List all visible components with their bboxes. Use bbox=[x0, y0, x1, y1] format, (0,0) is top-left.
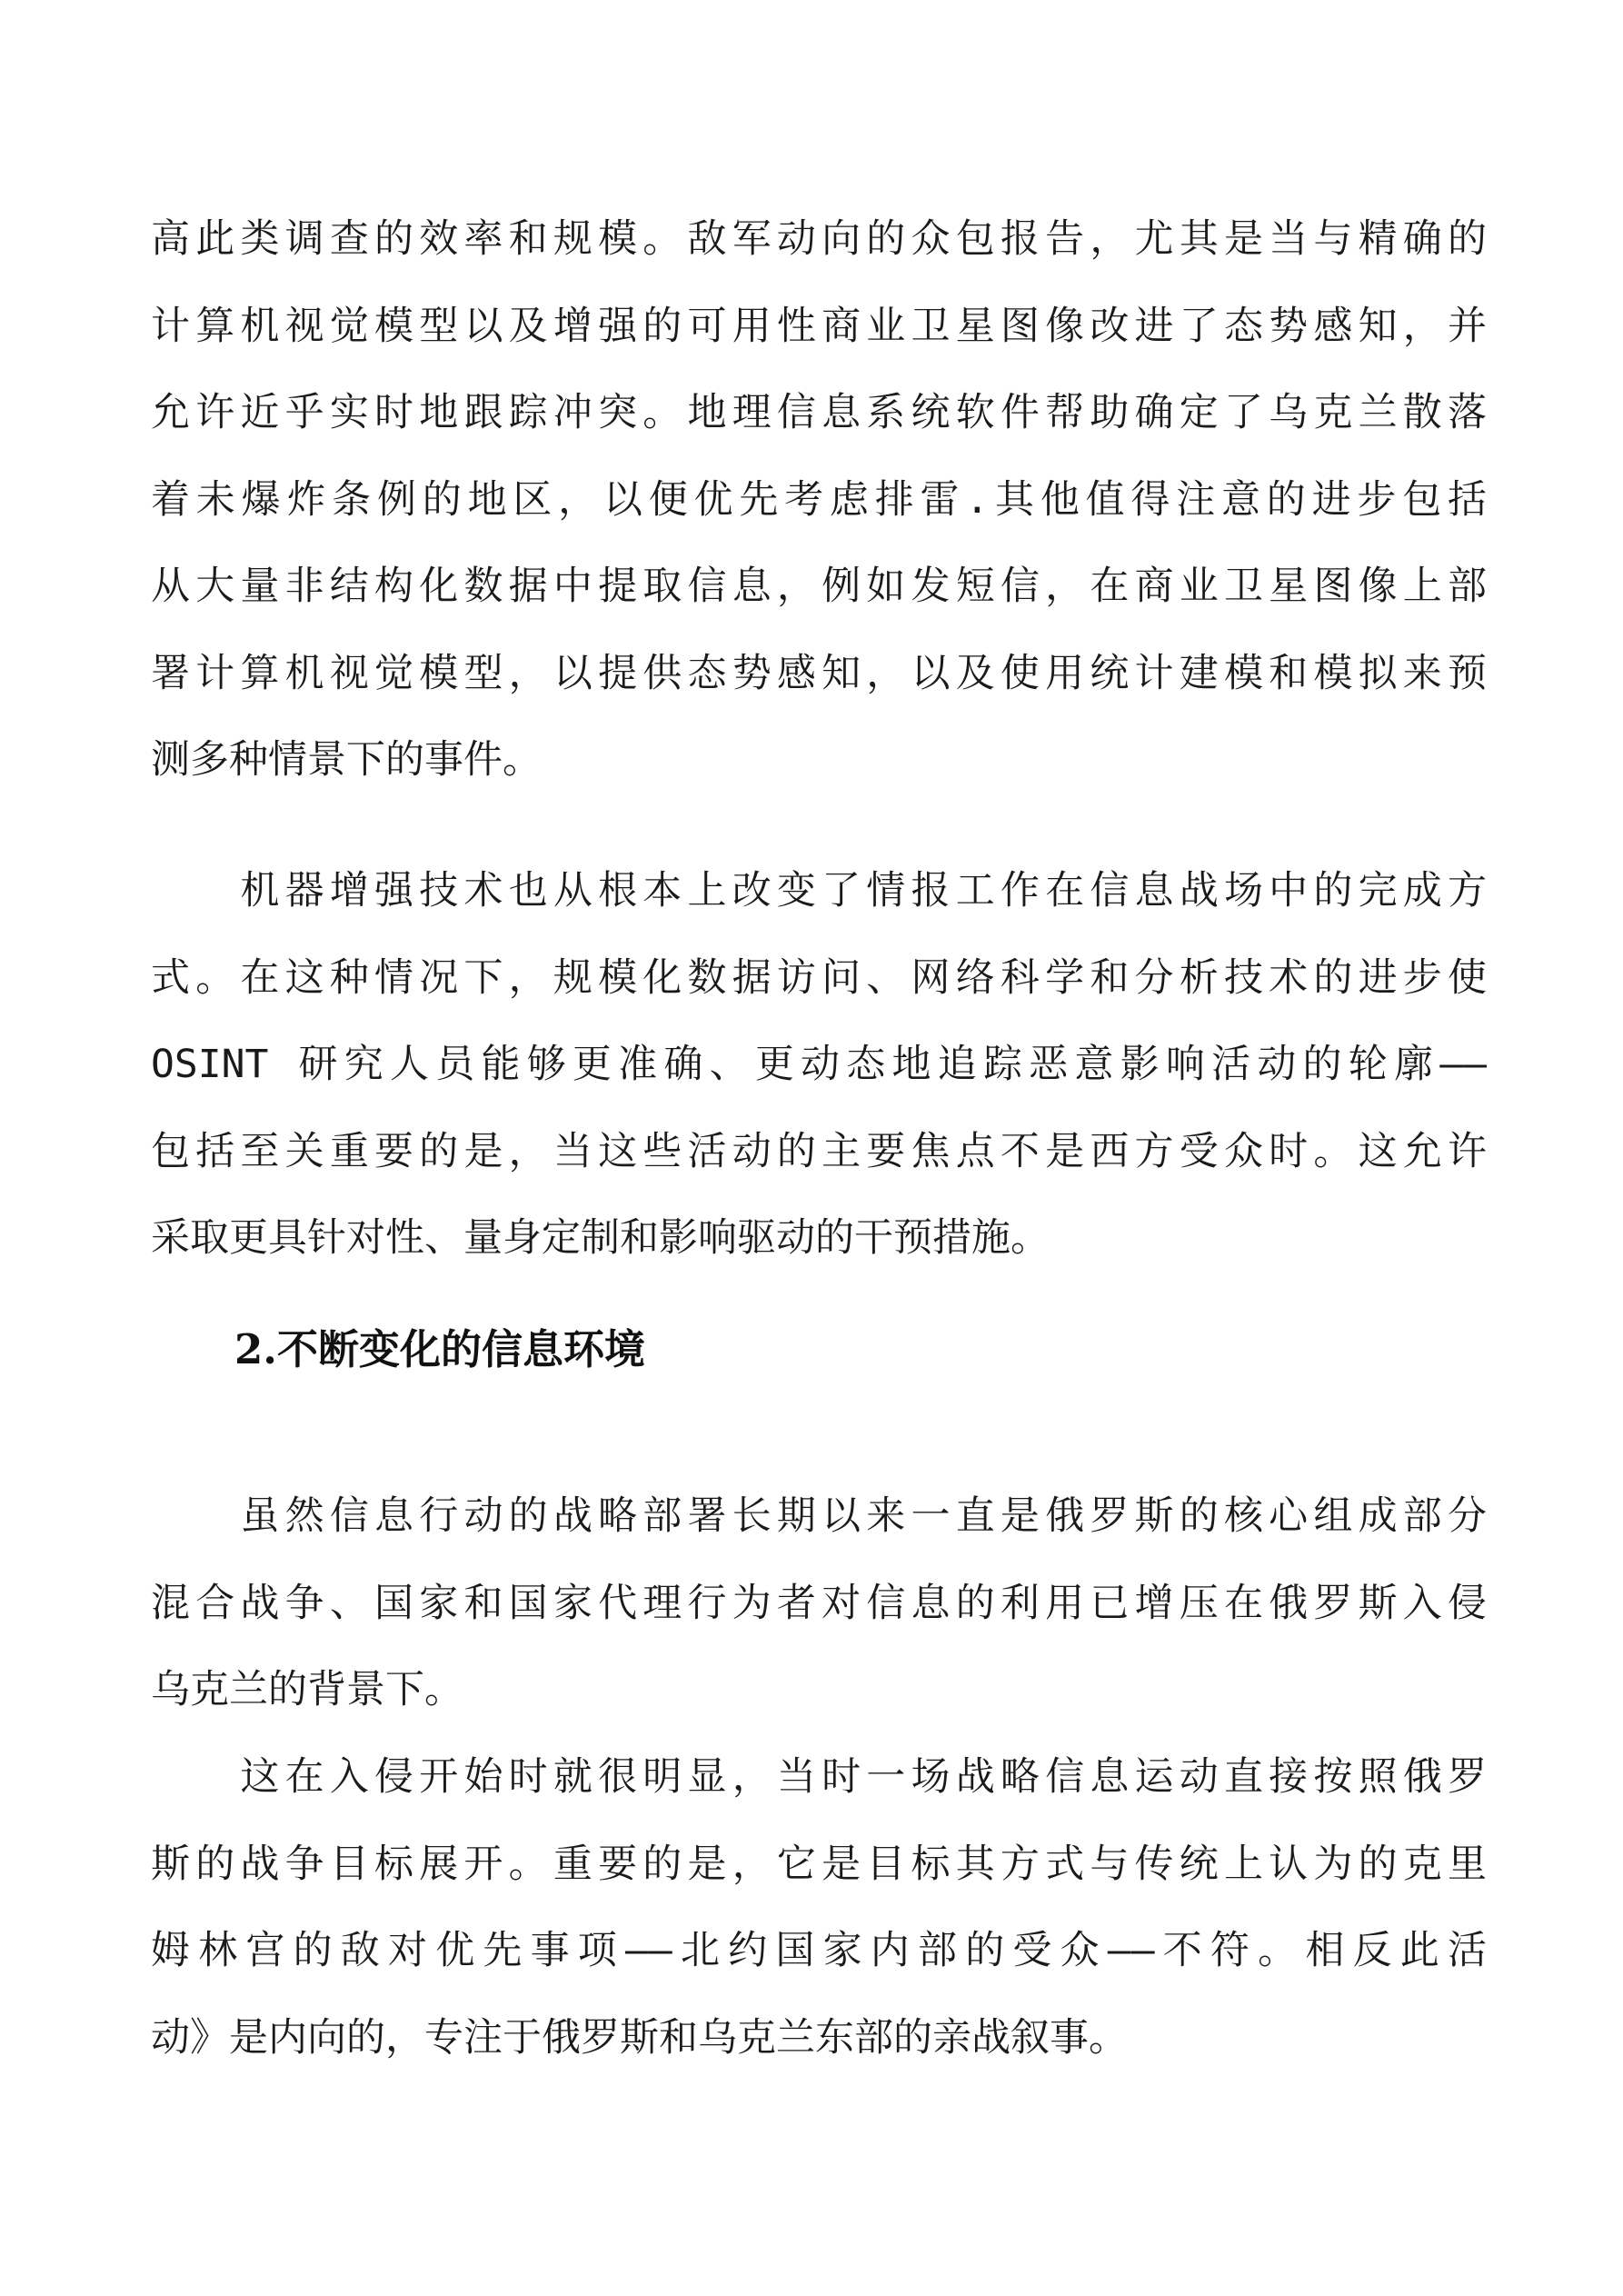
text-line: 姆林宫的敌对优先事项——北约国家内部的受众——不符。相反此活 bbox=[151, 1928, 1487, 1973]
paragraph-machine-augmentation bbox=[151, 848, 1487, 1283]
text-line: 混合战争、国家和国家代理行为者对信息的利用已增压在俄罗斯入侵 bbox=[151, 1580, 1487, 1626]
text-line: 乌克兰的背景下。 bbox=[151, 1667, 463, 1712]
text-line: 允许近乎实时地跟踪冲突。地理信息系统软件帮助确定了乌克兰散落 bbox=[151, 390, 1487, 435]
text-line: 高此类调查的效率和规模。敌军动向的众包报告，尤其是当与精确的 bbox=[151, 216, 1487, 262]
text-line: 斯的战争目标展开。重要的是，它是目标其方式与传统上认为的克里 bbox=[151, 1841, 1487, 1887]
paragraph-invasion-campaign bbox=[151, 1734, 1487, 2081]
text-line: 计算机视觉模型以及增强的可用性商业卫星图像改进了态势感知，并 bbox=[151, 303, 1487, 349]
text-line: 从大量非结构化数据中提取信息，例如发短信，在商业卫星图像上部 bbox=[151, 564, 1487, 609]
paragraph-information-operations bbox=[151, 1473, 1487, 1734]
text-line: OSINT 研究人员能够更准确、更动态地追踪恶意影响活动的轮廓—— bbox=[151, 1042, 1487, 1087]
text-line: 测多种情景下的事件。 bbox=[151, 737, 542, 783]
text-line: 动》是内向的，专注于俄罗斯和乌克兰东部的亲战叙事。 bbox=[151, 2014, 1128, 2061]
text-line: 包括至关重要的是，当这些活动的主要焦点不是西方受众时。这允许 bbox=[151, 1128, 1487, 1174]
text-line: 这在入侵开始时就很明显，当时一场战略信息运动直接按照俄罗 bbox=[151, 1754, 1487, 1800]
text-line: 采取更具针对性、量身定制和影响驱动的干预措施。 bbox=[151, 1215, 1050, 1261]
text-line: 机器增强技术也从根本上改变了情报工作在信息战场中的完成方 bbox=[151, 868, 1487, 913]
text-line: 着未爆炸条例的地区，以便优先考虑排雷.其他值得注意的进步包括 bbox=[151, 476, 1487, 523]
paragraph-crowdsourcing bbox=[151, 196, 1487, 804]
text-line: 署计算机视觉模型，以提供态势感知，以及使用统计建模和模拟来预 bbox=[151, 650, 1487, 696]
text-line: 式。在这种情况下，规模化数据访问、网络科学和分析技术的进步使 bbox=[151, 954, 1487, 1001]
section-heading: 2.不断变化的信息环境 bbox=[234, 1325, 645, 1373]
text-line: 虽然信息行动的战略部署长期以来一直是俄罗斯的核心组成部分 bbox=[151, 1493, 1487, 1539]
